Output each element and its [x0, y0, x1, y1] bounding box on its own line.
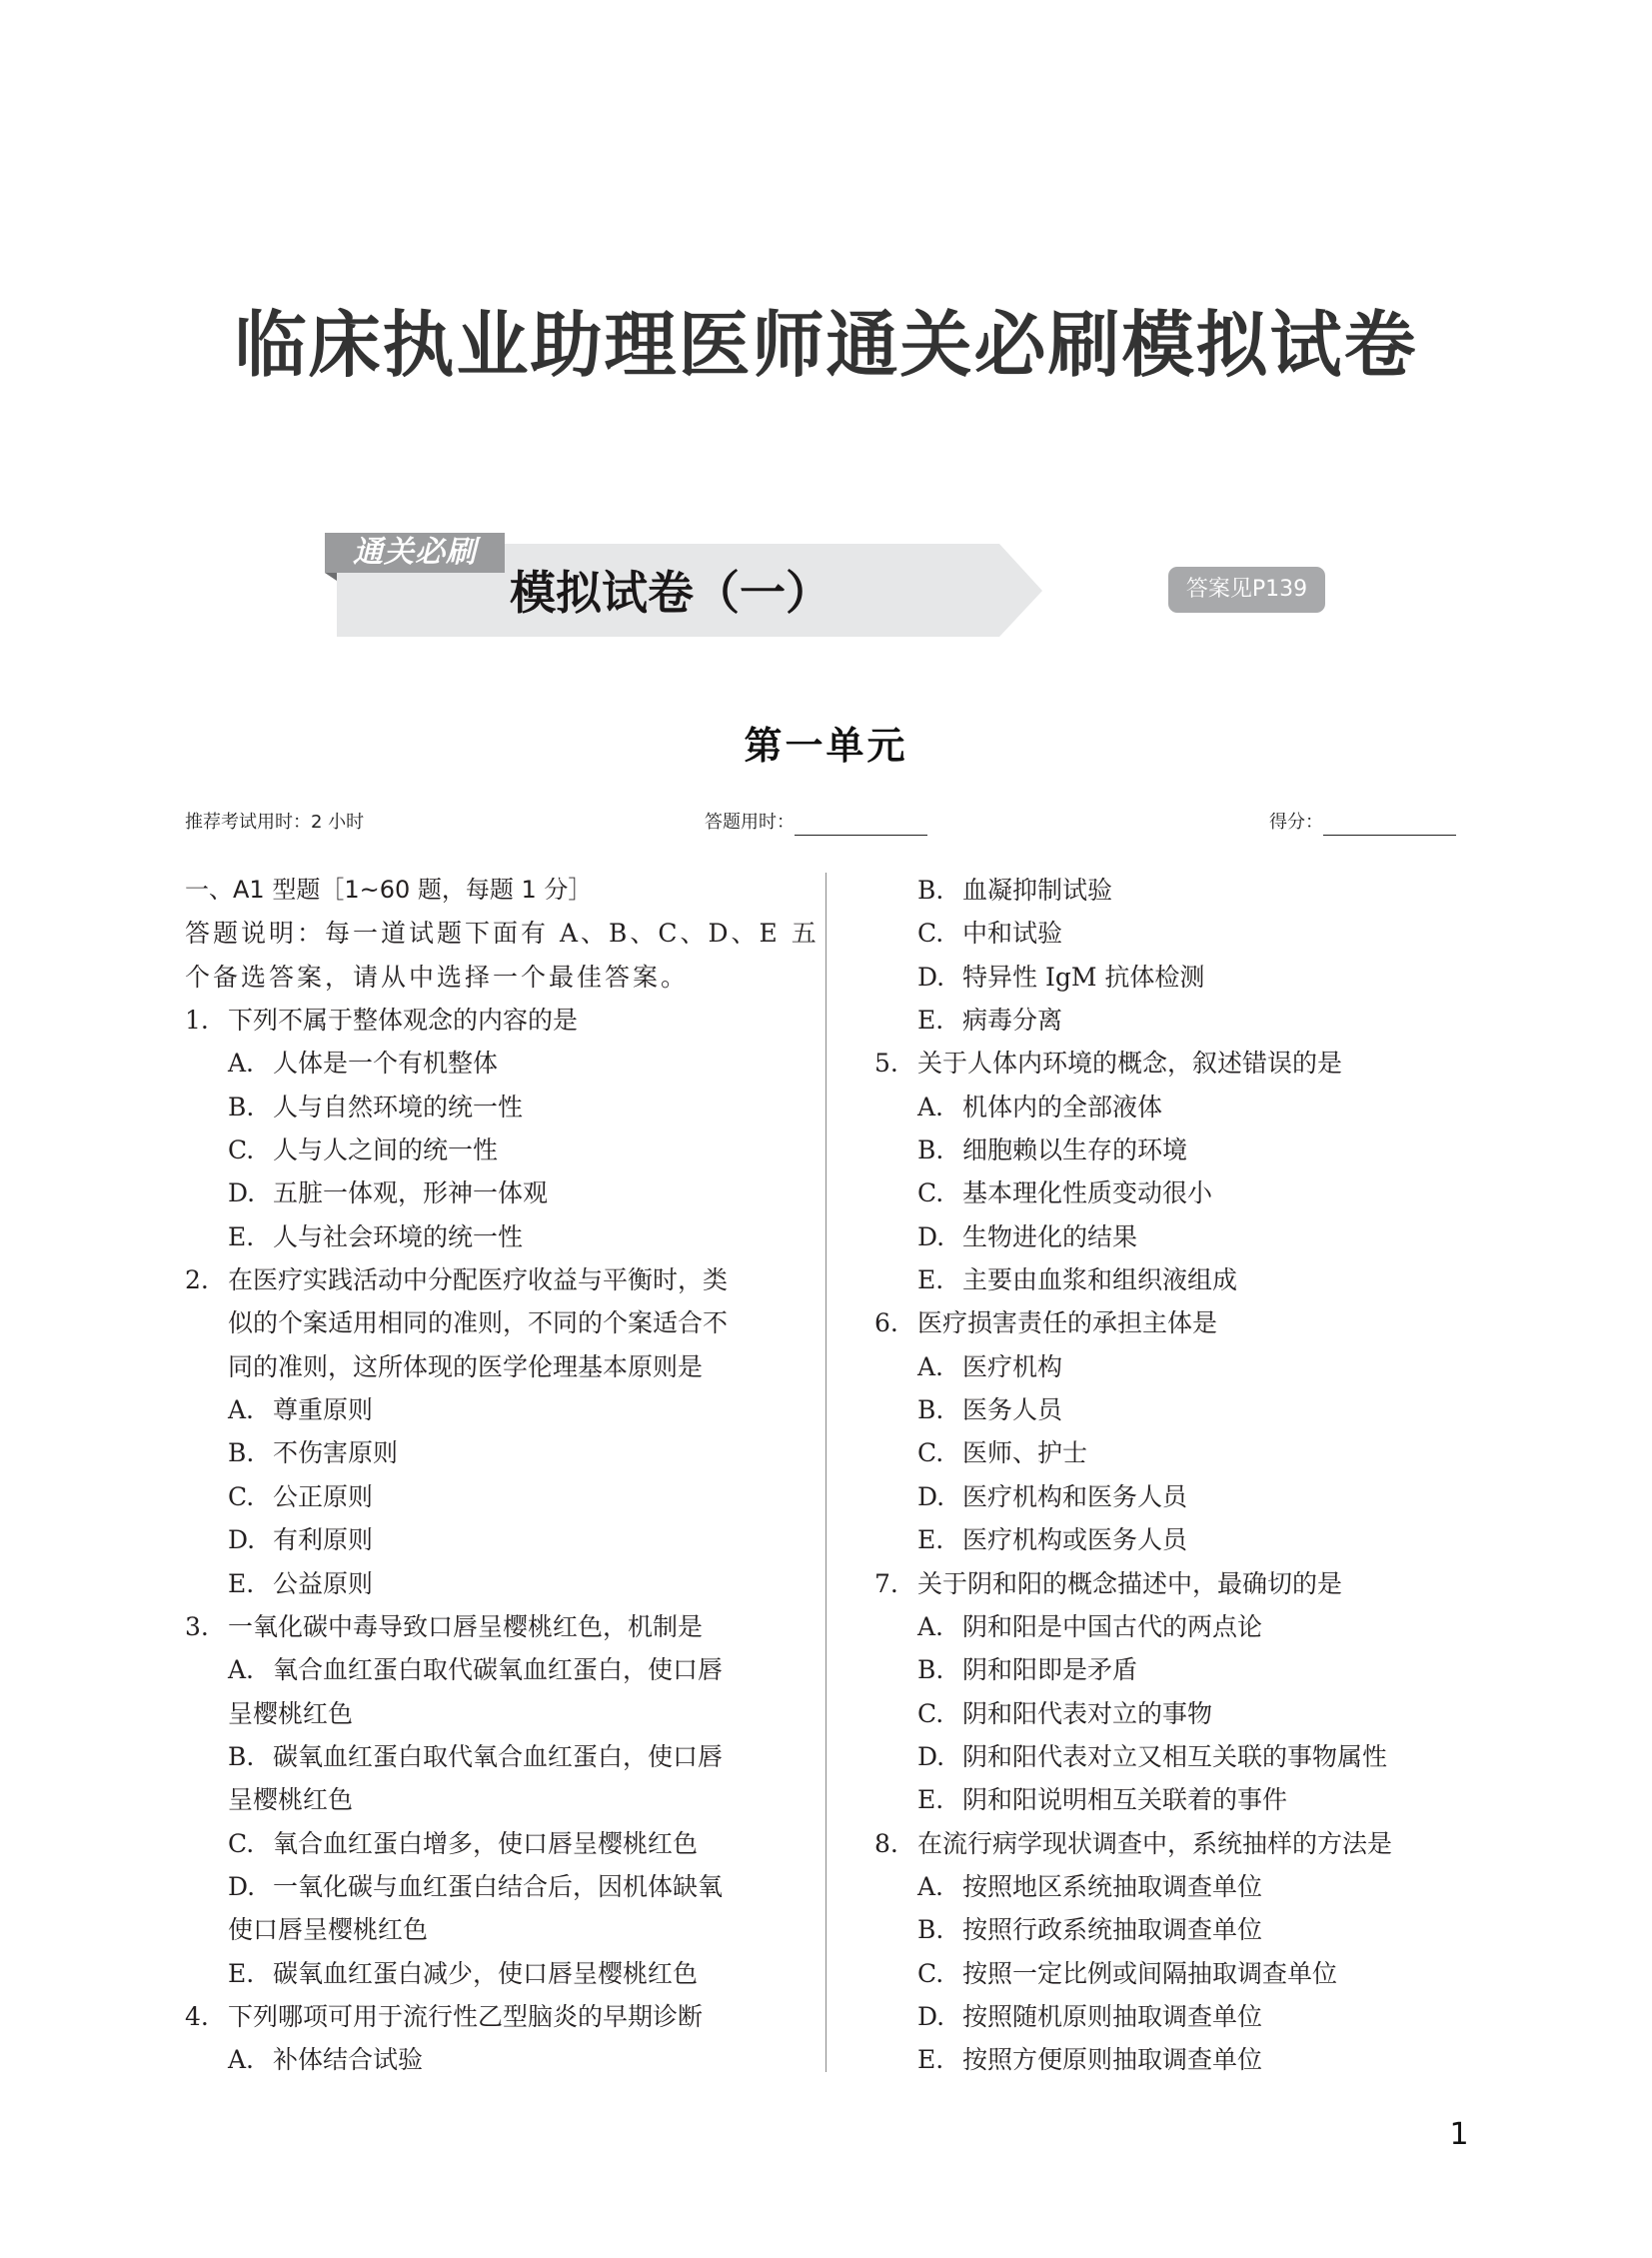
option-text: 阴和阳说明相互关联着的事件	[962, 1785, 1288, 1815]
option-letter: C.	[228, 1135, 255, 1165]
option-letter: A.	[917, 1092, 944, 1122]
option-letter: B.	[917, 1395, 944, 1425]
option-text: 碳氧血红蛋白减少，使口唇呈樱桃红色	[273, 1958, 699, 1988]
option-letter: E.	[917, 1785, 944, 1815]
score-field	[1269, 810, 1456, 836]
option-letter: D.	[917, 962, 945, 992]
option-text: 人与人之间的统一性	[273, 1135, 499, 1165]
option-text: 氧合血红蛋白增多，使口唇呈樱桃红色	[273, 1828, 699, 1858]
option-letter: A.	[917, 1351, 944, 1381]
question-stem	[874, 1301, 1494, 1344]
option-text: 公正原则	[273, 1481, 374, 1511]
option-text: 主要由血浆和组织液组成	[962, 1265, 1238, 1295]
option-text: 生物进化的结果	[962, 1221, 1138, 1251]
option-letter: E.	[917, 1525, 944, 1555]
question-number: 2.	[185, 1265, 209, 1295]
question-stem	[185, 999, 805, 1042]
answer-option	[874, 1605, 1494, 1648]
option-text: 按照随机原则抽取调查单位	[962, 2001, 1263, 2031]
option-text: 五脏一体观，形神一体观	[273, 1178, 549, 1208]
option-text: 阴和阳代表对立又相互关联的事物属性	[962, 1741, 1388, 1771]
option-text: 病毒分离	[962, 1006, 1063, 1036]
option-letter: A.	[228, 1655, 255, 1685]
option-text: 有利原则	[273, 1525, 374, 1555]
answer-option	[874, 1995, 1494, 2038]
option-letter: C.	[228, 1828, 255, 1858]
option-text: 补体结合试验	[273, 2045, 424, 2075]
option-letter: C.	[917, 1958, 944, 1988]
option-letter: D.	[917, 1481, 945, 1511]
option-text: 特异性 IgM 抗体检测	[962, 962, 1205, 992]
question-number: 1.	[185, 1006, 209, 1036]
option-letter: D.	[228, 1178, 256, 1208]
option-text: 呈樱桃红色	[228, 1785, 354, 1815]
answer-option	[874, 1345, 1494, 1388]
answer-option	[874, 2038, 1494, 2081]
answer-time-label: 答题用时：	[705, 812, 795, 833]
question-stem	[185, 1258, 805, 1301]
answer-option	[874, 1648, 1494, 1691]
section-heading: 一、A1 型题［1~60 题，每题 1 分］	[185, 876, 593, 904]
option-letter: D.	[917, 1741, 945, 1771]
answer-option	[874, 1215, 1494, 1258]
option-letter: C.	[917, 1698, 944, 1728]
answer-option	[874, 1431, 1494, 1474]
option-text: 医师、护士	[962, 1438, 1088, 1468]
answer-option	[874, 1952, 1494, 1995]
option-text: 使口唇呈樱桃红色	[228, 1915, 429, 1945]
option-letter: E.	[917, 2045, 944, 2075]
score-blank	[1323, 813, 1456, 836]
option-letter: C.	[917, 1438, 944, 1468]
answer-option	[185, 1908, 805, 1951]
instruction-line: 答题说明：每一道试题下面有 A、B、C、D、E 五	[185, 919, 820, 949]
question-text: 似的个案适用相同的准则，不同的个案适合不	[228, 1308, 729, 1338]
answer-option	[185, 1778, 805, 1821]
option-text: 按照一定比例或间隔抽取调查单位	[962, 1958, 1338, 1988]
option-text: 人与自然环境的统一性	[273, 1092, 524, 1122]
option-letter: E.	[228, 1568, 255, 1598]
option-text: 医疗机构和医务人员	[962, 1481, 1188, 1511]
option-letter: E.	[228, 1221, 255, 1251]
answer-option	[185, 2038, 805, 2081]
option-text: 公益原则	[273, 1568, 374, 1598]
answer-option	[874, 1171, 1494, 1214]
question-stem	[185, 1995, 805, 2038]
question-text: 在流行病学现状调查中，系统抽样的方法是	[917, 1828, 1393, 1858]
answer-option	[874, 1865, 1494, 1908]
answer-option	[185, 1129, 805, 1171]
question-stem	[185, 1345, 805, 1388]
option-letter: D.	[228, 1871, 256, 1901]
question-number: 3.	[185, 1611, 209, 1641]
option-letter: D.	[917, 1221, 945, 1251]
question-number: 8.	[874, 1828, 898, 1858]
page-number: 1	[1449, 2117, 1469, 2152]
option-text: 血凝抑制试验	[962, 876, 1113, 905]
option-letter: C.	[917, 1178, 944, 1208]
option-letter: B.	[228, 1741, 255, 1771]
question-number: 7.	[874, 1568, 898, 1598]
option-letter: B.	[917, 1135, 944, 1165]
answer-option	[874, 1692, 1494, 1735]
option-letter: B.	[917, 876, 944, 905]
answer-option	[874, 1518, 1494, 1561]
option-letter: A.	[917, 1611, 944, 1641]
question-stem	[185, 1605, 805, 1648]
option-text: 尊重原则	[273, 1395, 374, 1425]
option-text: 人与社会环境的统一性	[273, 1221, 524, 1251]
question-text: 在医疗实践活动中分配医疗收益与平衡时，类	[228, 1265, 729, 1295]
answer-option	[874, 999, 1494, 1042]
option-text: 氧合血红蛋白取代碳氧血红蛋白，使口唇	[273, 1655, 724, 1685]
question-text: 关于阴和阳的概念描述中，最确切的是	[917, 1568, 1343, 1598]
option-text: 中和试验	[962, 919, 1063, 949]
option-text: 一氧化碳与血红蛋白结合后，因机体缺氧	[273, 1871, 724, 1901]
unit-title: 第一单元	[744, 724, 908, 768]
option-letter: A.	[228, 1395, 255, 1425]
option-text: 细胞赖以生存的环境	[962, 1135, 1188, 1165]
answer-option	[874, 1908, 1494, 1951]
answer-option	[185, 1171, 805, 1214]
answer-option	[185, 1735, 805, 1778]
question-stem	[874, 1042, 1494, 1085]
option-letter: C.	[228, 1481, 255, 1511]
answer-option	[185, 1215, 805, 1258]
answer-option	[185, 1822, 805, 1865]
answer-option	[185, 1562, 805, 1605]
option-text: 阴和阳代表对立的事物	[962, 1698, 1213, 1728]
option-text: 医务人员	[962, 1395, 1063, 1425]
option-letter: B.	[917, 1655, 944, 1685]
option-letter: B.	[228, 1092, 255, 1122]
question-number: 6.	[874, 1308, 898, 1338]
answer-option	[185, 1952, 805, 1995]
question-text: 一氧化碳中毒导致口唇呈樱桃红色，机制是	[228, 1611, 704, 1641]
answer-time-field	[705, 810, 927, 836]
option-letter: B.	[917, 1915, 944, 1945]
banner-tag-fold	[325, 573, 337, 581]
score-label: 得分：	[1269, 812, 1323, 833]
answer-option	[874, 1086, 1494, 1129]
question-stem	[874, 1562, 1494, 1605]
option-text: 基本理化性质变动很小	[962, 1178, 1213, 1208]
left-column	[185, 869, 820, 2082]
option-text: 阴和阳是中国古代的两点论	[962, 1611, 1263, 1641]
answer-option	[874, 869, 1494, 912]
question-text: 下列哪项可用于流行性乙型脑炎的早期诊断	[228, 2001, 704, 2031]
answer-option	[185, 1692, 805, 1735]
answer-option	[874, 956, 1494, 999]
answer-time-blank	[795, 813, 927, 836]
answer-option	[185, 1042, 805, 1085]
option-text: 呈樱桃红色	[228, 1698, 354, 1728]
answer-option	[874, 1258, 1494, 1301]
instruction-line: 个备选答案，请从中选择一个最佳答案。	[185, 962, 690, 992]
question-text: 同的准则，这所体现的医学伦理基本原则是	[228, 1351, 704, 1381]
question-text: 下列不属于整体观念的内容的是	[228, 1006, 579, 1036]
answer-option	[185, 1431, 805, 1474]
option-text: 医疗机构或医务人员	[962, 1525, 1188, 1555]
answer-option	[185, 1865, 805, 1908]
option-letter: A.	[917, 1871, 944, 1901]
option-text: 阴和阳即是矛盾	[962, 1655, 1138, 1685]
answer-option	[874, 1735, 1494, 1778]
exam-title: 模拟试卷（一）	[510, 566, 831, 620]
question-text: 关于人体内环境的概念，叙述错误的是	[917, 1049, 1343, 1079]
option-text: 按照方便原则抽取调查单位	[962, 2045, 1263, 2075]
option-letter: E.	[917, 1265, 944, 1295]
question-stem	[185, 1301, 805, 1344]
option-letter: A.	[228, 1049, 255, 1079]
option-letter: A.	[228, 2045, 255, 2075]
answer-option	[185, 1086, 805, 1129]
answer-option	[185, 1648, 805, 1691]
option-letter: E.	[228, 1958, 255, 1988]
book-title: 临床执业助理医师通关必刷模拟试卷	[234, 303, 1418, 387]
option-text: 机体内的全部液体	[962, 1092, 1163, 1122]
answer-option	[874, 1475, 1494, 1518]
answer-option	[185, 1518, 805, 1561]
answer-option	[874, 1129, 1494, 1171]
answer-option	[185, 1388, 805, 1431]
option-text: 按照地区系统抽取调查单位	[962, 1871, 1263, 1901]
recommended-time: 推荐考试用时：2 小时	[185, 812, 365, 833]
option-letter: C.	[917, 919, 944, 949]
question-number: 4.	[185, 2001, 209, 2031]
answer-option	[185, 1475, 805, 1518]
answer-reference-badge: 答案见P139	[1168, 567, 1325, 613]
option-text: 按照行政系统抽取调查单位	[962, 1915, 1263, 1945]
option-letter: D.	[917, 2001, 945, 2031]
question-text: 医疗损害责任的承担主体是	[917, 1308, 1218, 1338]
right-column	[874, 869, 1494, 2082]
option-text: 人体是一个有机整体	[273, 1049, 499, 1079]
question-stem	[874, 1822, 1494, 1865]
option-letter: E.	[917, 1006, 944, 1036]
question-number: 5.	[874, 1049, 898, 1079]
option-text: 医疗机构	[962, 1351, 1063, 1381]
answer-option	[874, 912, 1494, 955]
answer-option	[874, 1778, 1494, 1821]
option-text: 碳氧血红蛋白取代氧合血红蛋白，使口唇	[273, 1741, 724, 1771]
option-text: 不伤害原则	[273, 1438, 399, 1468]
answer-option	[874, 1388, 1494, 1431]
option-letter: D.	[228, 1525, 256, 1555]
banner-tag: 通关必刷	[325, 533, 505, 573]
option-letter: B.	[228, 1438, 255, 1468]
